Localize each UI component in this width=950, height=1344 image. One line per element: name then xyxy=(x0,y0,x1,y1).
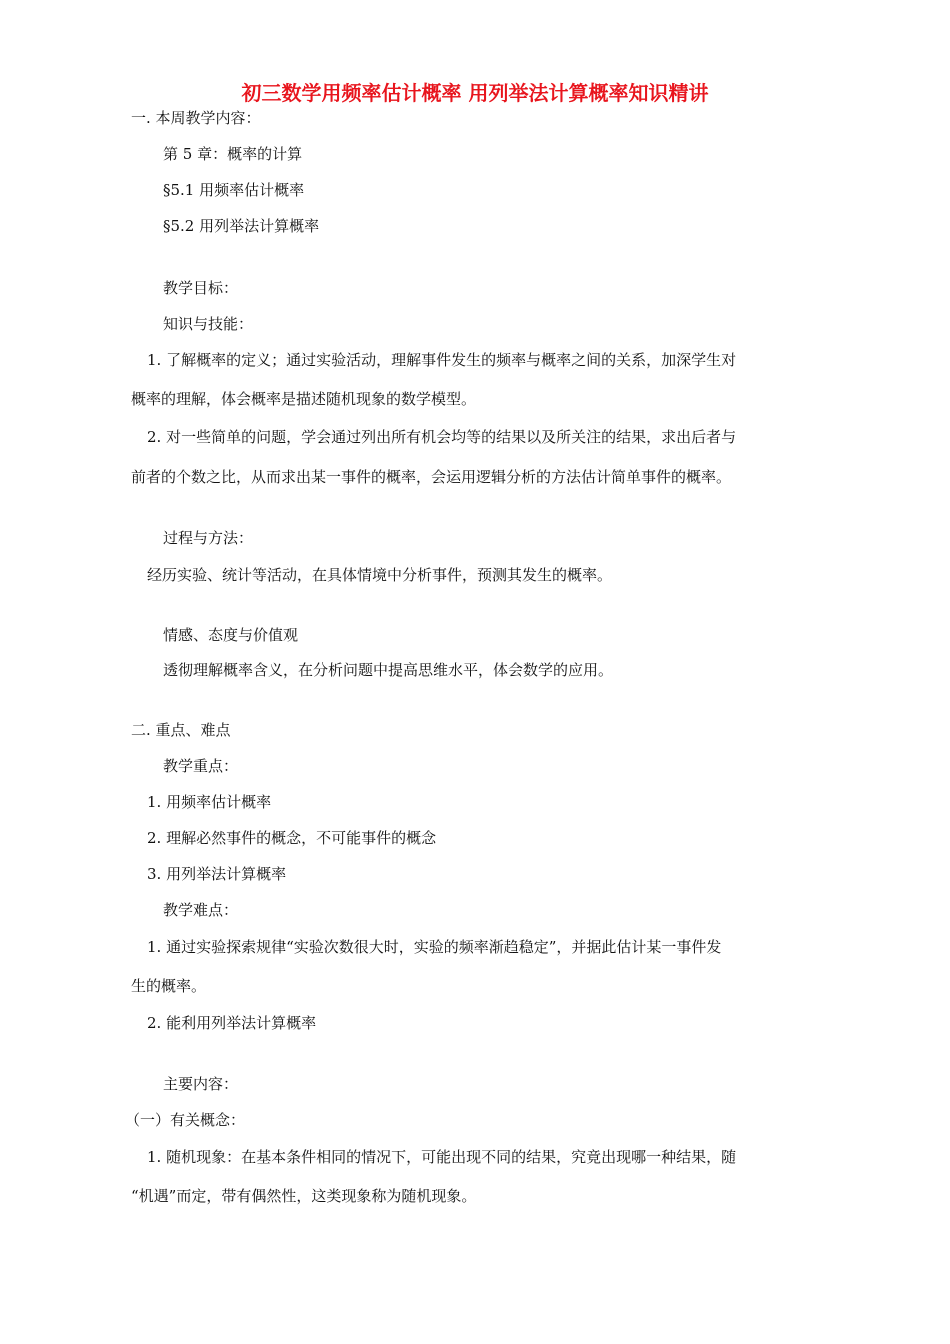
chapter-line: 第 5 章：概率的计算 xyxy=(163,145,303,163)
objective-item-1-line-1: 1. 了解概率的定义；通过实验活动，理解事件发生的频率与概率之间的关系，加深学生对 xyxy=(147,351,737,369)
section-heading-1: 一. 本周教学内容： xyxy=(131,109,261,127)
objectives-heading: 教学目标： xyxy=(163,279,239,297)
objective-item-1-line-2: 概率的理解，体会概率是描述随机现象的数学模型。 xyxy=(131,390,477,408)
focus-heading: 教学重点： xyxy=(163,757,239,775)
objective-item-2-line-1: 2. 对一些简单的问题，学会通过列出所有机会均等的结果以及所关注的结果，求出后者与 xyxy=(147,428,737,446)
concepts-heading: （一）有关概念： xyxy=(125,1111,246,1129)
emotion-text: 透彻理解概率含义，在分析问题中提高思维水平，体会数学的应用。 xyxy=(163,661,614,679)
focus-item-2: 2. 理解必然事件的概念，不可能事件的概念 xyxy=(147,829,437,847)
difficulty-heading: 教学难点： xyxy=(163,901,239,919)
difficulty-item-2: 2. 能利用列举法计算概率 xyxy=(147,1014,317,1032)
main-content-heading: 主要内容： xyxy=(163,1075,239,1093)
focus-item-3: 3. 用列举法计算概率 xyxy=(147,865,287,883)
knowledge-heading: 知识与技能： xyxy=(163,315,254,333)
difficulty-item-1-line-1: 1. 通过实验探索规律“实验次数很大时，实验的频率渐趋稳定”，并据此估计某一事件发 xyxy=(147,938,722,956)
subsection-5-1: §5.1 用频率估计概率 xyxy=(163,181,305,199)
process-text: 经历实验、统计等活动，在具体情境中分析事件，预测其发生的概率。 xyxy=(147,566,613,584)
focus-item-1: 1. 用频率估计概率 xyxy=(147,793,272,811)
concept-1-line-2: “机遇”而定，带有偶然性，这类现象称为随机现象。 xyxy=(131,1187,477,1205)
subsection-5-2: §5.2 用列举法计算概率 xyxy=(163,217,320,235)
document-title: 初三数学用频率估计概率 用列举法计算概率知识精讲 xyxy=(241,81,709,105)
process-heading: 过程与方法： xyxy=(163,529,254,547)
emotion-heading: 情感、态度与价值观 xyxy=(163,626,299,644)
difficulty-item-1-line-2: 生的概率。 xyxy=(131,977,207,995)
concept-1-line-1: 1. 随机现象：在基本条件相同的情况下，可能出现不同的结果，究竟出现哪一种结果，随 xyxy=(147,1148,737,1166)
section-heading-2: 二. 重点、难点 xyxy=(131,721,231,739)
objective-item-2-line-2: 前者的个数之比，从而求出某一事件的概率，会运用逻辑分析的方法估计简单事件的概率。 xyxy=(131,468,732,486)
